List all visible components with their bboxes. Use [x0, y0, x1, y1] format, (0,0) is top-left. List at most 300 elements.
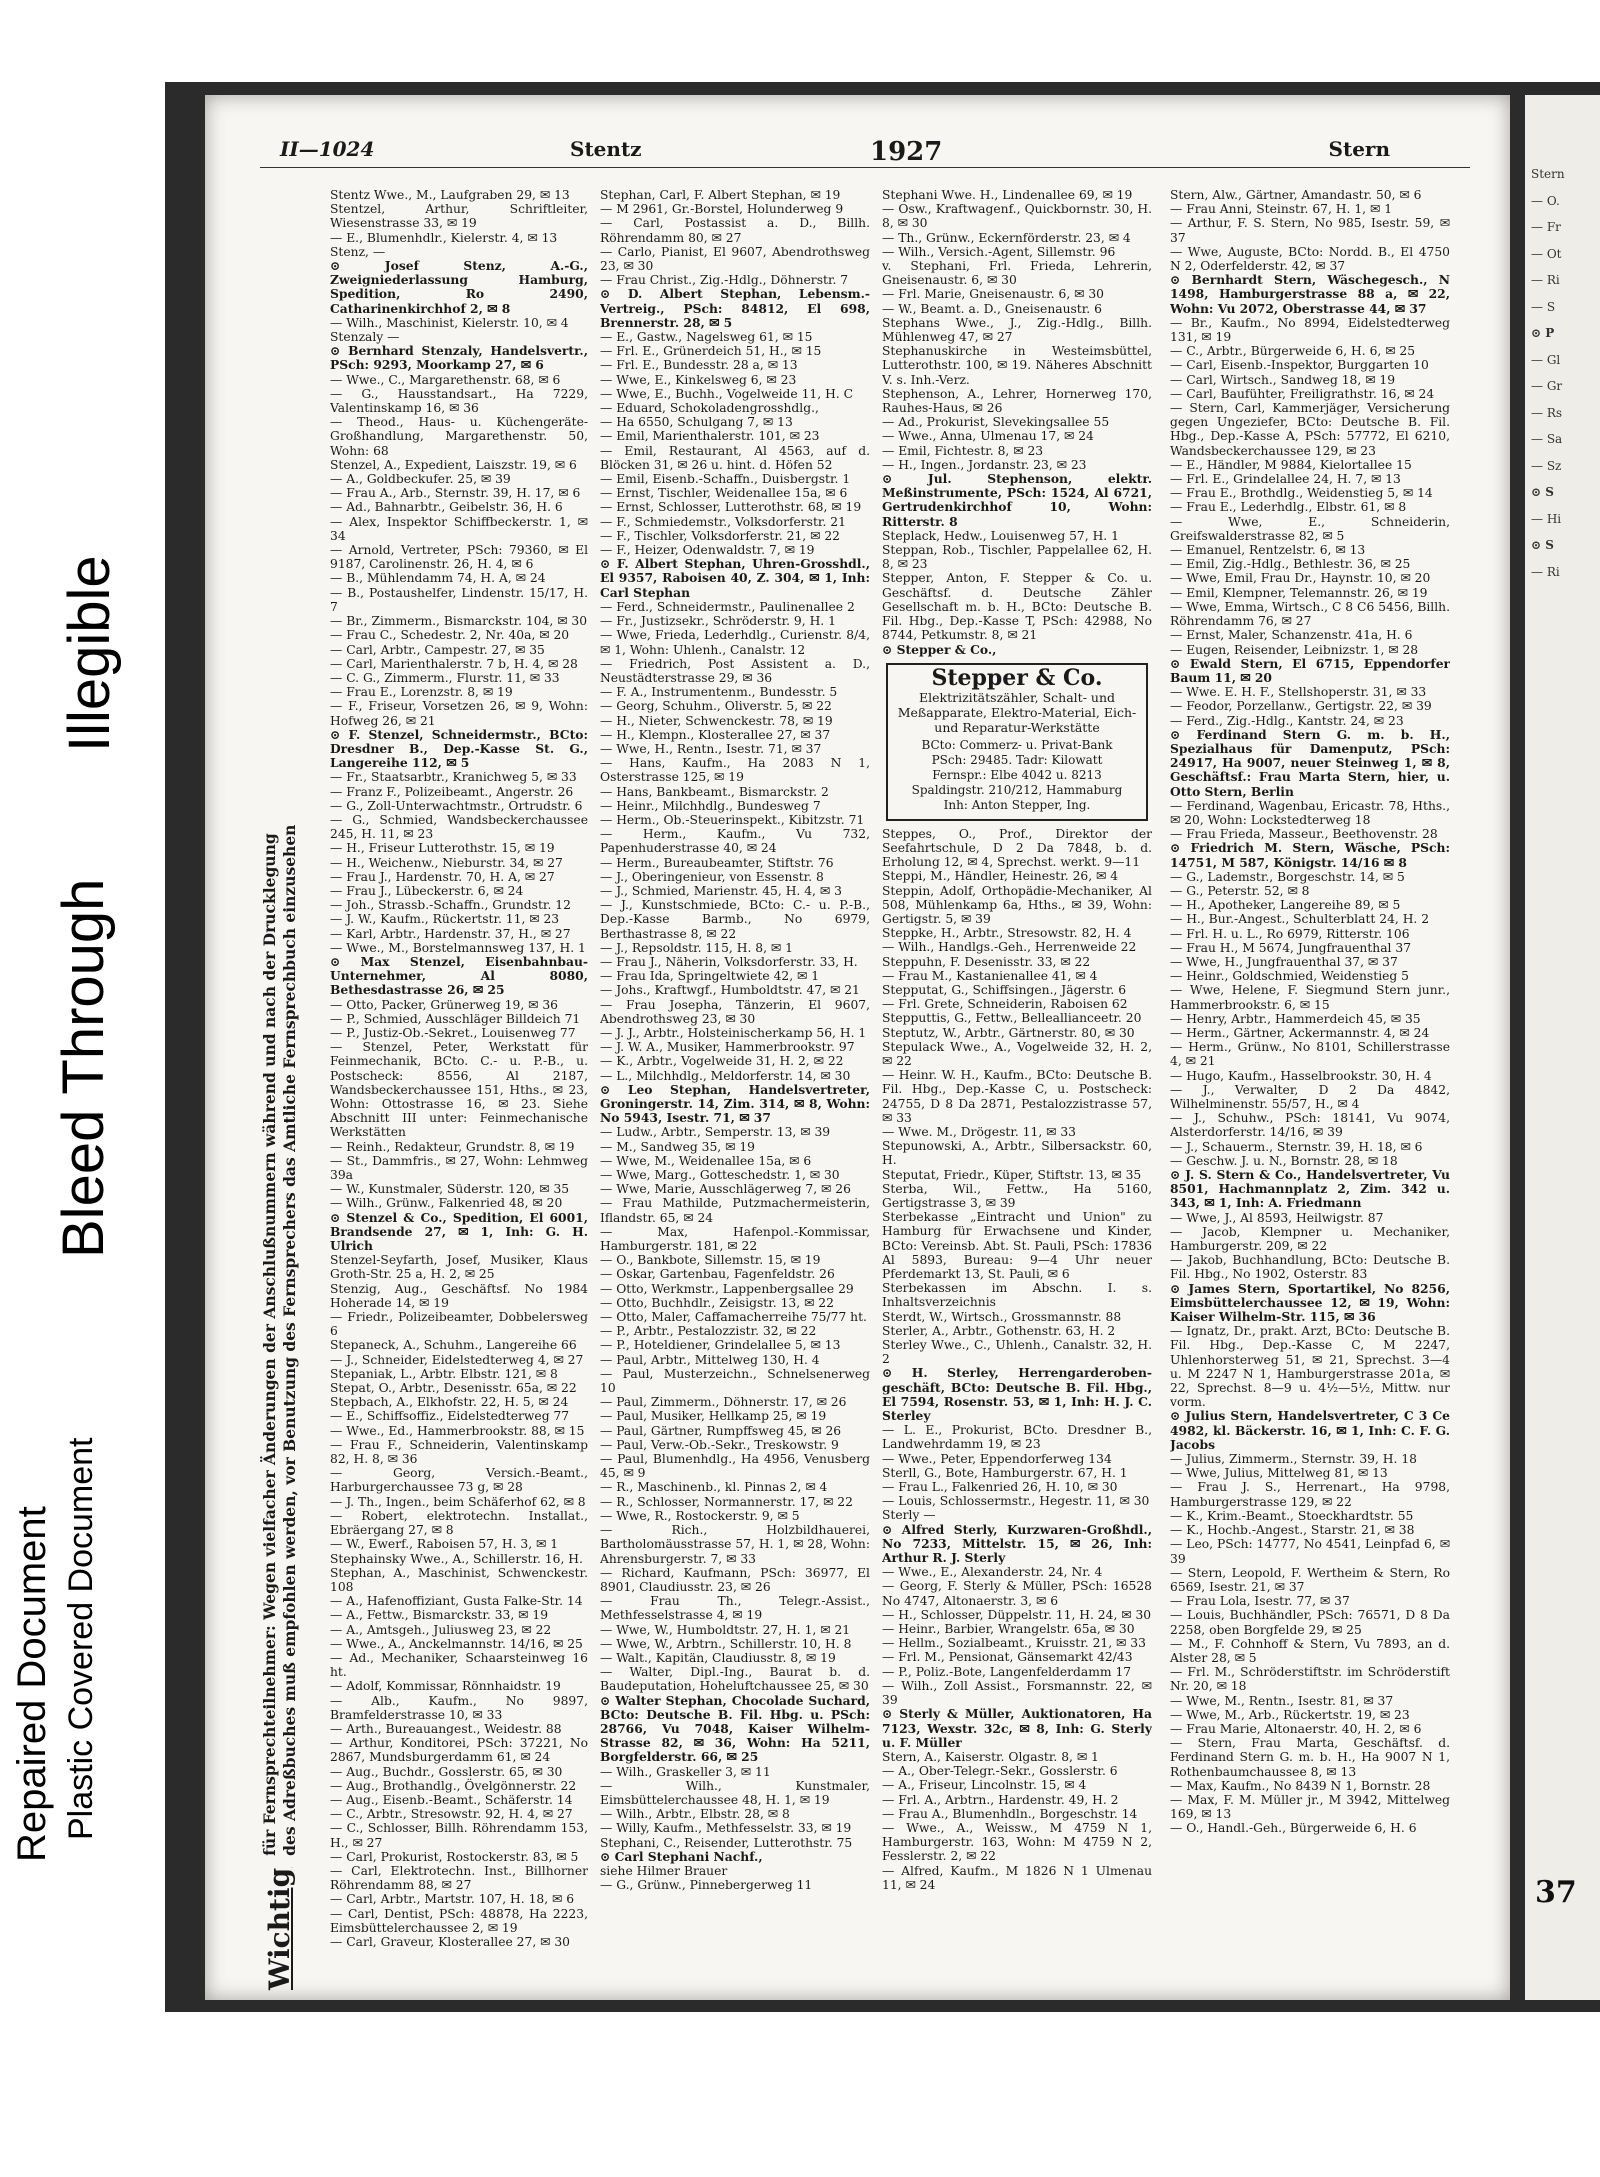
directory-entry: — Otto, Packer, Grünerweg 19, ✉ 36	[330, 997, 559, 1012]
directory-entry: — Frl. H. u. L., Ro 6979, Ritterstr. 106	[1170, 926, 1410, 941]
directory-entry: — Louis, Schlossermstr., Hegestr. 11, ✉ 30	[882, 1494, 1150, 1509]
ad-address: Spaldingstr. 210/212, Hammaburg	[911, 782, 1123, 797]
directory-entry: Sterdt, W., Wirtsch., Grossmannstr. 88	[882, 1309, 1122, 1324]
directory-entry: — Wwe., Anna, Ulmenau 17, ✉ 24	[882, 429, 1094, 444]
directory-entry: — Max, F. M. Müller jr., M 3942, Mittelweg 169, ✉ 13	[1170, 1792, 1450, 1822]
directory-entry: — Ot	[1531, 246, 1562, 261]
directory-entry: — Frau Mathilde, Putzmachermeisterin, Iflandstr. 65, ✉ 24	[600, 1196, 870, 1225]
directory-entry: — F., Heizer, Odenwaldstr. 7, ✉ 19	[600, 543, 815, 558]
directory-entry: — H., Klempn., Klosterallee 27, ✉ 37	[600, 727, 831, 742]
directory-entry: — O., Bankbote, Sillemstr. 15, ✉ 19	[600, 1253, 821, 1268]
directory-entry: Steptutz, W., Arbtr., Gärtnerstr. 80, ✉ 30	[882, 1025, 1135, 1040]
directory-entry: Stentz Wwe., M., Laufgraben 29, ✉ 13	[330, 188, 570, 202]
directory-entry: — Stern, Carl, Kammerjäger, Versicherung gegen Ungeziefer, BCto: Deutsche B. Fil. Hbg., Dep.-Kasse A, PSch: 57772, El 6210, Wandsbeckerchaussee 129, ✉ 23	[1170, 401, 1450, 458]
directory-entry: Stepunowski, A., Arbtr., Silbersackstr. 60, H.	[882, 1139, 1152, 1168]
directory-entry: — K., Krim.-Beamt., Stoeckhardtstr. 55	[1170, 1508, 1414, 1523]
directory-entry: Stephainsky Wwe., A., Schillerstr. 16, H.	[330, 1551, 583, 1566]
directory-entry: — P., Arbtr., Pestalozzistr. 32, ✉ 22	[600, 1324, 817, 1339]
directory-entry: Stephani, C., Reisender, Lutterothstr. 75	[600, 1835, 853, 1850]
directory-entry: — G., Lademstr., Borgeschstr. 14, ✉ 5	[1170, 869, 1405, 884]
directory-entry: — B., Mühlendamm 74, H. A, ✉ 24	[330, 571, 546, 586]
notice-title: Wichtig	[263, 1867, 296, 1990]
directory-entry: — L. E., Prokurist, BCto. Dresdner B., Landwehrdamm 19, ✉ 23	[882, 1423, 1152, 1452]
directory-entry: — O., Handl.-Geh., Bürgerweide 6, H. 6	[1170, 1821, 1417, 1836]
column-2	[600, 188, 870, 1978]
directory-entry: — Carl, Elektrotechn. Inst., Billhorner Röhrendamm 88, ✉ 27	[330, 1863, 588, 1893]
directory-entry: — C., Arbtr., Stresowstr. 92, H. 4, ✉ 27	[330, 1807, 573, 1822]
directory-entry: — Wilh., Versich.-Agent, Sillemstr. 96	[882, 244, 1116, 259]
directory-entry: — C. G., Zimmerm., Flurstr. 11, ✉ 33	[330, 670, 560, 685]
directory-entry: — G., Peterstr. 52, ✉ 8	[1170, 883, 1310, 898]
directory-entry: — Carl, Eisenb.-Inspektor, Burggarten 10	[1170, 358, 1429, 373]
directory-entry: Steppke, H., Arbtr., Stresowstr. 82, H. 4	[882, 926, 1132, 941]
directory-entry: — Alfred, Kaufm., M 1826 N 1 Ulmenau 11, ✉ 24	[882, 1863, 1152, 1892]
directory-entry: — Frau Ida, Springeltwiete 42, ✉ 1	[600, 969, 820, 984]
directory-entry: Steppin, Adolf, Orthopädie-Mechaniker, Al 508, Mühlenkamp 6a, Hths., ✉ 39, Wohn: Gertigstr. 5, ✉ 39	[882, 883, 1152, 926]
ad-bank: BCto: Commerz- u. Privat-Bank	[921, 737, 1113, 752]
directory-entry: — Heinr., Barbier, Wrangelstr. 65a, ✉ 30	[882, 1622, 1135, 1637]
directory-entry: — Frau Christ., Zig.-Hdlg., Döhnerstr. 7	[600, 273, 849, 288]
notice-line-1: für Fernsprechteilnehmer: Wegen vielfacher Änderungen der Anschlußnummern während und nach der Drucklegung	[260, 833, 279, 1856]
directory-entry: — Robert, elektrotechn. Installat., Ebräergang 27, ✉ 8	[330, 1508, 588, 1538]
adjacent-page-number: 37	[1535, 1875, 1577, 1910]
directory-entry: — Br., Kaufm., No 8994, Eidelstedterweg 131, ✉ 19	[1170, 315, 1450, 345]
directory-entry: — Heinr., Goldschmied, Weidenstieg 5	[1170, 969, 1410, 984]
directory-entry: ⊙ Sterly & Müller, Auktionatoren, Ha 7123, Wexstr. 32c, ✉ 8, Inh: G. Sterly u. F. Müller	[882, 1706, 1152, 1750]
directory-entry: — Wwe, Marg., Gotteschedstr. 1, ✉ 30	[600, 1168, 840, 1183]
ad-phone: Fernspr.: Elbe 4042 u. 8213	[932, 767, 1102, 782]
directory-entry: — Wwe, J., Al 8593, Heilwigstr. 87	[1170, 1210, 1384, 1225]
directory-entry: Stepbach, A., Elkhofstr. 22, H. 5, ✉ 24	[330, 1395, 569, 1410]
directory-entry: — Ernst, Maler, Schanzenstr. 41a, H. 6	[1170, 628, 1413, 643]
ad-title: Stepper & Co.	[931, 664, 1103, 691]
directory-entry: — Aug., Eisenb.-Beamt., Schäferstr. 14	[330, 1792, 573, 1807]
directory-entry: — Wilh., Arbtr., Elbstr. 28, ✉ 8	[600, 1807, 790, 1822]
directory-entry: Stepulack Wwe., A., Vogelweide 32, H. 2, ✉ 22	[882, 1039, 1152, 1068]
directory-entry: — Ignatz, Dr., prakt. Arzt, BCto: Deutsche B. Fil. Hbg., Dep.-Kasse C, M 2247, Uhlenhorsterweg 51, ✉ 21, Sprechst. 3—4 u. M 2247 N 1, Hamburgerstrasse 201a, ✉ 22, Sprechst. 8—9 u. 4½—5½, Mittw. nur vorm.	[1170, 1324, 1450, 1410]
directory-entry: — F., Tischler, Volksdorferstr. 21, ✉ 22	[600, 528, 840, 543]
directory-entry: — Wwe, Marie, Ausschlägerweg 7, ✉ 26	[600, 1182, 851, 1197]
directory-entry: — Sz	[1531, 458, 1562, 473]
directory-entry: — W., Kunstmaler, Süderstr. 120, ✉ 35	[330, 1182, 570, 1197]
directory-entry: — Otto, Werkmstr., Lappenbergsallee 29	[600, 1281, 854, 1296]
directory-entry: Sterll, G., Bote, Hamburgerstr. 67, H. 1	[882, 1465, 1128, 1480]
label-illegible: Illegible	[57, 555, 122, 752]
directory-entry: — Stern, Leopold, F. Wertheim & Stern, Ro 6569, Isestr. 21, ✉ 37	[1170, 1565, 1450, 1594]
directory-entry: — Wwe, E., Schneiderin, Greifswalderstrasse 82, ✉ 5	[1170, 514, 1450, 543]
directory-entry: — Julius, Zimmerm., Sternstr. 39, H. 18	[1170, 1452, 1418, 1467]
directory-entry: — E., Gastw., Nagelsweg 61, ✉ 15	[600, 330, 813, 345]
directory-entry: — H., Ingen., Jordanstr. 23, ✉ 23	[882, 457, 1087, 472]
directory-entry: Stepaniak, L., Arbtr. Elbstr. 121, ✉ 8	[330, 1366, 558, 1381]
directory-entry: — Reinh., Redakteur, Grundstr. 8, ✉ 19	[330, 1139, 575, 1154]
directory-entry: — Wwe, H., Rentn., Isestr. 71, ✉ 37	[600, 741, 822, 756]
directory-entry: — Carl, Postassist a. D., Billh. Röhrendamm 80, ✉ 27	[600, 216, 870, 245]
directory-entry: ⊙ S	[1531, 538, 1554, 552]
directory-entry: — Theod., Haus- u. Küchengeräte-Großhandlung, Margarethenstr. 50, Wohn: 68	[330, 415, 588, 458]
directory-entry: — J., Schneider, Eidelstedterweg 4, ✉ 27	[330, 1352, 584, 1367]
directory-entry: — J., Oberingenieur, von Essenstr. 8	[600, 869, 824, 884]
directory-entry: — W., Ewerf., Raboisen 57, H. 3, ✉ 1	[330, 1537, 559, 1552]
directory-entry: — Alex, Inspektor Schiffbeckerstr. 1, ✉ 34	[330, 514, 588, 543]
directory-entry: — J. W., Kaufm., Rückertstr. 11, ✉ 23	[330, 912, 560, 927]
directory-entry: Stephani Wwe. H., Lindenallee 69, ✉ 19	[882, 188, 1133, 202]
directory-entry: — Frl. M., Schröderstiftstr. im Schröderstift Nr. 20, ✉ 18	[1170, 1665, 1450, 1694]
directory-entry: ⊙ Bernhardt Stern, Wäschegesch., N 1498, Hamburgerstrasse 88 a, ✉ 22, Wohn: Vu 2072, Oberstrasse 44, ✉ 37	[1170, 272, 1450, 316]
directory-entry: — Wwe, H., Jungfrauenthal 37, ✉ 37	[1170, 954, 1398, 969]
directory-entry: Steplack, Hedw., Louisenweg 57, H. 1	[882, 528, 1119, 543]
directory-entry: — Carl, Dentist, PSch: 48878, Ha 2223, Eimsbüttelerchaussee 2, ✉ 19	[330, 1906, 588, 1935]
directory-entry: — Wwe, M., Arb., Rückertstr. 19, ✉ 23	[1170, 1707, 1410, 1722]
directory-entry: — Walter, Dipl.-Ing., Baurat b. d. Baudeputation, Hoheluftchaussee 25, ✉ 30	[600, 1665, 870, 1694]
directory-entry: — Frau E., Lederhdlg., Elbstr. 61, ✉ 8	[1170, 500, 1407, 515]
directory-entry: — H., Nieter, Schwenckestr. 78, ✉ 19	[600, 713, 833, 728]
directory-entry: — Joh., Strassb.-Schaffn., Grundstr. 12	[330, 898, 571, 913]
directory-entry: — Fr., Justizsekr., Schröderstr. 9, H. 1	[600, 614, 836, 629]
directory-entry: Stepputat, G., Schiffsingen., Jägerstr. 6	[882, 982, 1127, 997]
directory-entry: — Geschw. J. u. N., Bornstr. 28, ✉ 18	[1170, 1153, 1398, 1168]
directory-entry: — Carl, Baufühter, Freiligrathstr. 16, ✉ 24	[1170, 386, 1435, 401]
directory-entry: — H., Weichenw., Nieburstr. 34, ✉ 27	[330, 855, 563, 870]
directory-entry: ⊙ Julius Stern, Handelsvertreter, C 3 Ce 4982, kl. Bäckerstr. 16, ✉ 1, Inh: C. F. G. Jacobs	[1170, 1408, 1450, 1452]
directory-entry: — Jacob, Klempner u. Mechaniker, Hamburgerstr. 209, ✉ 22	[1170, 1224, 1450, 1254]
directory-entry: — Wwe., E., Alexanderstr. 24, Nr. 4	[882, 1565, 1103, 1580]
directory-entry: — P., Justiz-Ob.-Sekret., Louisenweg 77	[330, 1025, 576, 1040]
directory-entry: — Emil, Marienthalerstr. 101, ✉ 23	[600, 429, 820, 444]
directory-entry: — Carl, Wirtsch., Sandweg 18, ✉ 19	[1170, 372, 1396, 387]
directory-entry: — Wwe, E., Buchh., Vogelweide 11, H. C	[600, 386, 854, 401]
directory-entry: Sterly —	[882, 1508, 936, 1523]
directory-entry: — Ernst, Schlosser, Lutterothstr. 68, ✉ 19	[600, 500, 862, 515]
directory-entry: Stenzel, A., Expedient, Laiszstr. 19, ✉ 6	[330, 457, 577, 472]
directory-entry: — Frl. E., Grünerdeich 51, H., ✉ 15	[600, 344, 822, 359]
directory-entry: — Wwe, R., Rostockerstr. 9, ✉ 5	[600, 1508, 800, 1523]
directory-entry: — Hi	[1531, 511, 1562, 526]
directory-entry: — Th., Grünw., Eckernförderstr. 23, ✉ 4	[882, 230, 1131, 245]
directory-entry: — S	[1531, 299, 1556, 314]
directory-entry: ⊙ Walter Stephan, Chocolade Suchard, BCto: Deutsche B. Fil. Hbg. u. PSch: 28766, Vu 7048, Kaiser Wilhelm-Strasse 82, ✉ 36, Wohn: Ha 5211, Borgfelderstr. 66, ✉ 25	[600, 1692, 870, 1765]
directory-entry: ⊙ F. Albert Stephan, Uhren-Grosshdl., El 9357, Raboisen 40, Z. 304, ✉ 1, Inh: Carl Stephan	[600, 556, 870, 600]
stepper-advertisement	[886, 663, 1148, 821]
directory-entry: ⊙ P	[1531, 326, 1555, 340]
directory-entry: ⊙ D. Albert Stephan, Lebensm.-Vertreig., PSch: 84812, El 698, Brennerstr. 28, ✉ 5	[600, 286, 870, 330]
directory-entry: — G., Zoll-Unterwachtmstr., Ortrudstr. 6	[330, 798, 583, 813]
directory-entry: — Osw., Kraftwagenf., Quickbornstr. 30, H. 8, ✉ 30	[882, 202, 1152, 231]
directory-entry: — Frau H., M 5674, Jungfrauenthal 37	[1170, 940, 1412, 955]
directory-entry: Stern, A., Kaiserstr. Olgastr. 8, ✉ 1	[882, 1749, 1099, 1764]
directory-entry: — Ferd., Schneidermstr., Paulinenallee 2	[600, 599, 855, 614]
directory-entry: ⊙ Josef Stenz, A.-G., Zweigniederlassung Hamburg, Spedition, Ro 2490, Catharinenkirchhof 2, ✉ 8	[330, 258, 588, 316]
directory-entry: — Frau J., Hardenstr. 70, H. A, ✉ 27	[330, 869, 555, 884]
directory-entry: — Henry, Arbtr., Hammerdeich 45, ✉ 35	[1170, 1011, 1421, 1026]
header-name-to: Stern	[1328, 137, 1390, 161]
directory-entry: — Frau Josepha, Tänzerin, El 9607, Abendrothsweg 23, ✉ 30	[600, 997, 870, 1026]
directory-entry: — Frl. E., Bundesstr. 28 a, ✉ 13	[600, 358, 798, 373]
directory-entry: — Paul, Musiker, Hellkamp 25, ✉ 19	[600, 1409, 827, 1424]
directory-entry: — G., Hausstandsart., Ha 7229, Valentinskamp 16, ✉ 36	[330, 386, 588, 416]
directory-entry: Steppes, O., Prof., Direktor der Seefahrtschule, D 2 Da 7848, b. d. Erholung 12, ✉ 4, Sprechst. werkt. 9—11	[882, 826, 1152, 870]
directory-entry: — Hans, Kaufm., Ha 2083 N 1, Osterstrasse 125, ✉ 19	[600, 756, 870, 785]
directory-entry: — Emil, Klempner, Telemannstr. 26, ✉ 19	[1170, 585, 1428, 600]
directory-entry: — Wilh., Kunstmaler, Eimsbüttelerchaussee 48, H. 1, ✉ 19	[600, 1778, 870, 1807]
adjacent-page-fragments	[1525, 95, 1600, 579]
directory-entry: — O.	[1531, 193, 1560, 208]
directory-entry: Stentzel, Arthur, Schriftleiter, Wiesenstrasse 33, ✉ 19	[330, 202, 588, 231]
directory-entry: — Frl. Marie, Gneisenaustr. 6, ✉ 30	[882, 287, 1105, 302]
directory-entry: — R., Schlosser, Normannerstr. 17, ✉ 22	[600, 1494, 853, 1509]
directory-entry: — B., Postaushelfer, Lindenstr. 15/17, H. 7	[330, 585, 588, 614]
directory-entry: — Herm., Ob.-Steuerinspekt., Kibitzstr. 71	[600, 812, 865, 827]
header-year: 1927	[870, 137, 943, 167]
directory-entry: — Wwe., Peter, Eppendorferweg 134	[882, 1451, 1112, 1466]
directory-entry: ⊙ Ewald Stern, El 6715, Eppendorfer Baum 11, ✉ 20	[1170, 655, 1450, 685]
directory-entry: — Arthur, F. S. Stern, No 985, Isestr. 59, ✉ 37	[1170, 216, 1450, 245]
directory-entry: — Wwe. E. H. F., Stellshoperstr. 31, ✉ 33	[1170, 685, 1427, 700]
label-bleed-through: Bleed Through	[51, 878, 116, 1258]
directory-entry: — A., Amtsgeh., Juliusweg 23, ✉ 22	[330, 1622, 552, 1637]
directory-entry: — Emil, Eisenb.-Schaffn., Duisbergstr. 1	[600, 472, 851, 487]
directory-entry: siehe Hilmer Brauer	[600, 1863, 728, 1878]
directory-entry: — H., Apotheker, Langereihe 89, ✉ 5	[1170, 898, 1401, 913]
directory-entry: — Carl, Marienthalerstr. 7 b, H. 4, ✉ 28	[330, 656, 578, 671]
document-condition-labels	[0, 0, 160, 2177]
directory-entry: — J. W. A., Musiker, Hammerbrookstr. 97	[600, 1040, 855, 1055]
directory-entry: — M., F. Cohnhoff & Stern, Vu 7893, an d. Alster 28, ✉ 5	[1170, 1636, 1450, 1665]
directory-entry: ⊙ F. Stenzel, Schneidermstr., BCto: Dresdner B., Dep.-Kasse St. G., Langereihe 112, ✉ 5	[330, 726, 588, 771]
directory-entry: — Aug., Buchdr., Gosslerstr. 65, ✉ 30	[330, 1764, 563, 1779]
directory-entry: — Wilh., Handlgs.-Geh., Herrenweide 22	[882, 940, 1137, 955]
directory-entry: — Frau Th., Telegr.-Assist., Methfesselstrasse 4, ✉ 19	[600, 1594, 870, 1623]
directory-entry: — Wwe., M., Borstelmannsweg 137, H. 1	[330, 940, 586, 955]
directory-entry: — G., Grünw., Pinnebergerweg 11	[600, 1878, 813, 1893]
directory-entry: — Ri	[1531, 273, 1560, 287]
directory-entry: ⊙ Stenzel & Co., Spedition, El 6001, Brandsende 27, ✉ 1, Inh: G. H. Ulrich	[330, 1209, 588, 1254]
directory-entry: Stenz, —	[330, 244, 386, 259]
directory-entry: — Frau C., Schedestr. 2, Nr. 40a, ✉ 20	[330, 628, 570, 643]
directory-entry: — Feodor, Porzellanw., Gertigstr. 22, ✉ 39	[1170, 699, 1432, 714]
directory-entry: — Gl	[1531, 352, 1561, 367]
directory-entry: — Karl, Arbtr., Hardenstr. 37, H., ✉ 27	[330, 926, 571, 941]
directory-entry: — Walt., Kapitän, Claudiusstr. 8, ✉ 19	[600, 1650, 836, 1665]
directory-entry: Steppi, M., Händler, Heinestr. 26, ✉ 4	[882, 869, 1119, 884]
directory-entry: — Frau E., Brothdlg., Weidenstieg 5, ✉ 14	[1170, 486, 1433, 501]
directory-entry: ⊙ H. Sterley, Herrengarderoben-geschäft, BCto: Deutsche B. Fil. Hbg., El 7594, Rosenstr. 53, ✉ 1, Inh: H. J. C. Sterley	[882, 1365, 1152, 1424]
directory-entry: — Stern, Frau Marta, Geschäftsf. d. Ferdinand Stern G. m. b. H., Ha 9007 N 1, Rothenbaumchaussee 8, ✉ 13	[1170, 1736, 1450, 1779]
directory-entry: — R., Maschinenb., kl. Pinnas 2, ✉ 4	[600, 1480, 828, 1495]
directory-entry: — Frau F., Schneiderin, Valentinskamp 82, H. 8, ✉ 36	[330, 1437, 588, 1467]
directory-entry: — Frau M., Kastanienallee 41, ✉ 4	[882, 968, 1098, 983]
directory-entry: — Stenzel, Peter, Werkstatt für Feinmechanik, BCto. C.- u. P.-B., u. Postscheck: 8556, Al 2187, Wandsbeckerchaussee 151, Hths., ✉ 23, Wohn: Ottostrasse 16, ✉ 23. Siehe Abschnitt III unter: Feinmechanische Werkstätten	[330, 1040, 588, 1140]
directory-entry: — Fr., Staatsarbtr., Kranichweg 5, ✉ 33	[330, 770, 577, 785]
directory-entry: Steppan, Rob., Tischler, Pappelallee 62, H. 8, ✉ 23	[882, 543, 1152, 572]
directory-entry: — Hellm., Sozialbeamt., Kruisstr. 21, ✉ 33	[882, 1636, 1146, 1651]
directory-entry: — A., Friseur, Lincolnstr. 15, ✉ 4	[882, 1778, 1087, 1793]
directory-entry: — Carl, Arbtr., Martstr. 107, H. 18, ✉ 6	[330, 1892, 575, 1907]
directory-entry: ⊙ Jul. Stephenson, elektr. Meßinstrumente, PSch: 1524, Al 6721, Gertrudenkirchhof 10, Wohn: Ritterstr. 8	[882, 471, 1152, 529]
directory-entry: — Wwe. M., Drögestr. 11, ✉ 33	[882, 1124, 1076, 1139]
directory-entry: ⊙ S	[1531, 485, 1554, 499]
directory-entry: — J., Schuhw., PSch: 18141, Vu 9074, Alsterdorferstr. 14/16, ✉ 39	[1170, 1111, 1450, 1140]
directory-entry: — Max, Hafenpol.-Kommissar, Hamburgerstr. 181, ✉ 22	[600, 1224, 870, 1254]
directory-entry: — Friedrich, Post Assistent a. D., Neustädterstrasse 29, ✉ 36	[600, 656, 870, 685]
directory-entry: — F., Schmiedemstr., Volksdorferstr. 21	[600, 514, 846, 529]
column-3	[882, 188, 1152, 1978]
directory-entry: — Wwe, Auguste, BCto: Nordd. B., El 4750 N 2, Oderfelderstr. 42, ✉ 37	[1170, 244, 1450, 274]
directory-entry: — Ad., Bahnarbtr., Geibelstr. 36, H. 6	[330, 500, 563, 515]
directory-entry: — Wwe, Frieda, Lederhdlg., Curienstr. 8/4, ✉ 1, Wohn: Uhlenh., Canalstr. 12	[600, 628, 870, 657]
directory-entry: — E., Blumenhdlr., Kielerstr. 4, ✉ 13	[330, 230, 558, 245]
directory-entry: — J., Schmied, Marienstr. 45, H. 4, ✉ 3	[600, 883, 842, 898]
page-header	[260, 137, 1470, 168]
directory-entry: — Paul, Arbtr., Mittelweg 130, H. 4	[600, 1352, 820, 1367]
directory-entry: — Oskar, Gartenbau, Fagenfeldstr. 26	[600, 1267, 835, 1282]
directory-entry: — Wwe., Ed., Hammerbrookstr. 88, ✉ 15	[330, 1423, 585, 1438]
directory-entry: — Frau J., Näherin, Volksdorferstr. 33, H.	[600, 954, 858, 969]
directory-entry: — Paul, Musterzeichn., Schnelsenerweg 10	[600, 1366, 870, 1396]
directory-entry: — Frau J., Lübeckerstr. 6, ✉ 24	[330, 883, 524, 898]
directory-entry: — Frau J. S., Herrenart., Ha 9798, Hamburgerstrasse 129, ✉ 22	[1170, 1480, 1450, 1509]
notice-line-2: des Adreßbuches muß empfohlen werden, vor Benutzung des Fernsprechers das Amtliche Fernsprechbuch einzusehen	[280, 824, 299, 1856]
directory-entry: — P., Hoteldiener, Grindelallee 5, ✉ 13	[600, 1338, 841, 1353]
label-plastic-covered-document: Plastic Covered Document	[62, 1437, 100, 1840]
directory-entry: — Frl. M., Pensionat, Gänsemarkt 42/43	[882, 1650, 1133, 1665]
directory-entry: — Ferd., Zig.-Hdlg., Kantstr. 24, ✉ 23	[1170, 713, 1404, 728]
ad-owner: Inh: Anton Stepper, Ing.	[943, 797, 1091, 812]
directory-entry: — K., Hochb.-Angest., Starstr. 21, ✉ 38	[1170, 1523, 1415, 1538]
directory-entry: — St., Dammfris., ✉ 27, Wohn: Lehmweg 39a	[330, 1153, 588, 1183]
directory-entry: — Br., Zimmerm., Bismarckstr. 104, ✉ 30	[330, 614, 588, 629]
directory-entry: — Herm., Gärtner, Ackermannstr. 4, ✉ 24	[1170, 1025, 1430, 1040]
directory-entry: — P., Schmied, Ausschläger Billdeich 71	[330, 1011, 581, 1026]
directory-entry: — Fr	[1531, 220, 1561, 234]
directory-entry: — Wilh., Maschinist, Kielerstr. 10, ✉ 4	[330, 315, 569, 330]
directory-entry: — Frau A., Arb., Sternstr. 39, H. 17, ✉ 6	[330, 486, 581, 501]
directory-entry: — Heinr. W. H., Kaufm., BCto: Deutsche B. Fil. Hbg., Dep.-Kasse C, u. Postscheck: 24755, D 8 Da 2871, Pestalozzistrasse 57, ✉ 33	[882, 1068, 1152, 1125]
directory-entry: — Alb., Kaufm., No 9897, Bramfelderstrasse 10, ✉ 33	[330, 1693, 588, 1722]
directory-entry: — J. J., Arbtr., Holsteinischerkamp 56, H. 1	[600, 1025, 867, 1040]
directory-entry: — Otto, Maler, Caffamacherreihe 75/77 ht.	[600, 1310, 867, 1325]
directory-entry: ⊙ J. S. Stern & Co., Handelsvertreter, Vu 8501, Hachmannplatz 2, Zim. 342 u. 343, ✉ 1, Inh: A. Friedmann	[1170, 1167, 1450, 1211]
directory-entry: — J., Verwalter, D 2 Da 4842, Wilhelminenstr. 55/57, H., ✉ 4	[1170, 1082, 1450, 1111]
directory-entry: — Frau L., Falkenried 26, H. 10, ✉ 30	[882, 1480, 1118, 1495]
directory-entry: — Gr	[1531, 379, 1563, 393]
directory-entry: — Herm., Kaufm., Vu 732, Papenhuderstrasse 40, ✉ 24	[600, 827, 870, 856]
directory-entry: — Wwe, M., Rentn., Isestr. 81, ✉ 37	[1170, 1693, 1394, 1708]
directory-entry: — Ri	[1531, 564, 1560, 579]
directory-entry: Stephanuskirche in Westeimsbüttel, Lutterothstr. 100, ✉ 19. Näheres Abschnitt V. s. Inh.-Verz.	[882, 344, 1152, 387]
directory-entry: — Frl. A., Arbtrn., Hardenstr. 49, H. 2	[882, 1792, 1119, 1807]
directory-entry: — A., Goldbeckufer. 25, ✉ 39	[330, 472, 511, 487]
directory-entry: — Wwe, Emil, Frau Dr., Haynstr. 10, ✉ 20	[1170, 571, 1431, 586]
directory-entry: — J. Th., Ingen., beim Schäferhof 62, ✉ 8	[330, 1494, 586, 1509]
directory-entry: Steppuhn, F. Desenisstr. 33, ✉ 22	[882, 954, 1091, 969]
directory-entry: — Herm., Bureaubeamter, Stiftstr. 76	[600, 855, 834, 870]
directory-entry: — Paul, Blumenhdlg., Ha 4956, Venusberg 45, ✉ 9	[600, 1452, 870, 1481]
header-name-from: Stentz	[570, 137, 642, 161]
directory-entry: — Frl. Grete, Schneiderin, Raboisen 62	[882, 997, 1128, 1012]
directory-entry: — Otto, Buchhdlr., Zeisigstr. 13, ✉ 22	[600, 1295, 834, 1310]
directory-entry: — P., Poliz.-Bote, Langenfelderdamm 17	[882, 1664, 1132, 1679]
directory-entry: Stenzel-Seyfarth, Josef, Musiker, Klaus Groth-Str. 25 a, H. 2, ✉ 25	[330, 1253, 588, 1282]
directory-entry: — Ernst, Tischler, Weidenallee 15a, ✉ 6	[600, 486, 848, 501]
directory-entry: — Adolf, Kommissar, Rönnhaidstr. 19	[330, 1679, 561, 1694]
directory-entry: — Ad., Prokurist, Slevekingsallee 55	[882, 415, 1110, 430]
directory-entry: — Hugo, Kaufm., Hasselbrookstr. 30, H. 4	[1170, 1068, 1432, 1083]
directory-entry: — A., Hafenoffiziant, Gusta Falke-Str. 14	[330, 1594, 583, 1609]
directory-entry: — E., Händler, M 9884, Kielortallee 15	[1170, 457, 1412, 472]
directory-entry: Stephans Wwe., J., Zig.-Hdlg., Billh. Mühlenweg 47, ✉ 27	[882, 315, 1152, 345]
directory-entry: — A., Ober-Telegr.-Sekr., Gosslerstr. 6	[882, 1764, 1118, 1779]
directory-entry: — J., Kunstschmiede, BCto: C.- u. P.-B., Dep.-Kasse Barmb., No 6979, Berthastrasse 8, ✉ 22	[600, 898, 870, 941]
directory-entry: — Carl, Arbtr., Campestr. 27, ✉ 35	[330, 642, 545, 657]
directory-entry: ⊙ Leo Stephan, Handelsvertreter, Groningerstr. 14, Zim. 314, ✉ 8, Wohn: No 5943, Isestr. 71, ✉ 37	[600, 1081, 870, 1126]
directory-entry: — Ferdinand, Wagenbau, Ericastr. 78, Hths., ✉ 20, Wohn: Lockstedterweg 18	[1170, 798, 1450, 827]
directory-entry: — Sa	[1531, 432, 1563, 446]
directory-entry: Stern, Alw., Gärtner, Amandastr. 50, ✉ 6	[1170, 188, 1422, 202]
directory-entry: — Emil, Zig.-Hdlg., Bethlestr. 36, ✉ 25	[1170, 557, 1411, 572]
directory-entry: — Emil, Restaurant, Al 4563, auf d. Blöcken 31, ✉ 26 u. hint. d. Höfen 52	[600, 443, 870, 472]
column-3-bottom	[882, 827, 1152, 1892]
directory-entry: Stepaneck, A., Schuhm., Langereihe 66	[330, 1338, 577, 1353]
directory-entry: ⊙ Bernhard Stenzaly, Handelsvertr., PSch: 9293, Moorkamp 27, ✉ 6	[330, 343, 588, 373]
directory-entry: — Wwe, W., Humboldtstr. 27, H. 1, ✉ 21	[600, 1622, 851, 1637]
directory-entry: — Frau Anni, Steinstr. 67, H. 1, ✉ 1	[1170, 202, 1393, 217]
directory-entry: — Richard, Kaufmann, PSch: 36977, El 8901, Claudiusstr. 23, ✉ 26	[600, 1565, 870, 1594]
directory-entry: — Carlo, Pianist, El 9607, Abendrothsweg 23, ✉ 30	[600, 244, 870, 274]
directory-entry: — J., Schauerm., Sternstr. 39, H. 18, ✉ 6	[1170, 1139, 1423, 1154]
directory-entry: — Rs	[1531, 405, 1563, 420]
directory-entry: — Wwe., A., Anckelmannstr. 14/16, ✉ 25	[330, 1636, 583, 1651]
directory-entry: ⊙ Alfred Sterly, Kurzwaren-Großhdl., No 7233, Mittelstr. 15, ✉ 26, Inh: Arthur R. J. Sterly	[882, 1521, 1152, 1566]
directory-entry: — C., Arbtr., Bürgerweide 6, H. 6, ✉ 25	[1170, 344, 1416, 359]
label-repaired-document: Repaired Document	[10, 1506, 54, 1862]
directory-entry: — Wwe, Julius, Mittelweg 81, ✉ 13	[1170, 1466, 1388, 1481]
directory-entry: — Heinr., Milchhdlg., Bundesweg 7	[600, 798, 821, 813]
directory-entry: — Wilh., Grünw., Falkenried 48, ✉ 20	[330, 1196, 563, 1211]
directory-entry: — Wilh., Zoll Assist., Forsmannstr. 22, ✉ 39	[882, 1678, 1152, 1708]
directory-entry: Sterbekassen im Abschn. I. s. Inhaltsverzeichnis	[882, 1281, 1152, 1310]
directory-entry: — C., Schlosser, Billh. Röhrendamm 153, H., ✉ 27	[330, 1821, 588, 1850]
important-notice	[260, 200, 320, 1990]
ad-body: Elektrizitätszähler, Schalt- und Meßapparate, Elektro-Material, Eich- und Reparatur-Werkstätte	[897, 689, 1137, 735]
directory-entry: — Carl, Prokurist, Rostockerstr. 83, ✉ 5	[330, 1849, 579, 1864]
directory-entry: — Arthur, Konditorei, PSch: 37221, No 2867, Mundsburgerdamm 61, ✉ 24	[330, 1736, 588, 1765]
directory-entry: — W., Beamt. a. D., Gneisenaustr. 6	[882, 301, 1102, 316]
directory-entry: — Ha 6550, Schulgang 7, ✉ 13	[600, 415, 793, 430]
directory-entry: — Wwe, W., Arbtrn., Schillerstr. 10, H. 8	[600, 1636, 852, 1651]
directory-entry: Sterler, A., Arbtr., Gothenstr. 63, H. 2	[882, 1323, 1116, 1338]
directory-entry: — Frau E., Lorenzstr. 8, ✉ 19	[330, 685, 513, 700]
directory-entry: ⊙ Friedrich M. Stern, Wäsche, PSch: 14751, M 587, Königstr. 14/16 ✉ 8	[1170, 840, 1450, 870]
directory-entry: — M., Sandweg 35, ✉ 19	[600, 1139, 755, 1154]
directory-entry: — Arth., Bureauangest., Weidestr. 88	[330, 1721, 562, 1736]
directory-entry: ⊙ James Stern, Sportartikel, No 8256, Eimsbüttelerchaussee 12, ✉ 19, Wohn: Kaiser Wilhelm-Str. 115, ✉ 36	[1170, 1280, 1450, 1325]
directory-entry: — E., Schiffsoffiz., Eidelstedterweg 77	[330, 1409, 570, 1424]
directory-entry: — Frl. E., Grindelallee 24, H. 7, ✉ 13	[1170, 472, 1401, 487]
directory-entry: — H., Friseur Lutterothstr. 15, ✉ 19	[330, 841, 555, 856]
directory-entry: — Friedr., Polizeibeamter, Dobbelersweg 6	[330, 1310, 588, 1339]
directory-entry: — Carl, Graveur, Klosterallee 27, ✉ 30	[330, 1934, 571, 1949]
directory-entry: — Franz F., Polizeibeamt., Angerstr. 26	[330, 784, 574, 799]
directory-entry: — Frau Lola, Isestr. 77, ✉ 37	[1170, 1594, 1350, 1609]
directory-page	[205, 95, 1510, 2000]
directory-entry: — Aug., Brothandlg., Övelgönnerstr. 22	[330, 1778, 577, 1793]
directory-entry: Stepat, O., Arbtr., Desenisstr. 65a, ✉ 22	[330, 1381, 577, 1396]
adjacent-page-edge	[1525, 95, 1600, 2000]
directory-entry: — Georg, Schuhm., Oliverstr. 5, ✉ 22	[600, 699, 832, 714]
directory-entry: ⊙ Stepper & Co.,	[882, 641, 997, 657]
directory-entry: — Paul, Gärtner, Rumpffsweg 45, ✉ 26	[600, 1423, 842, 1438]
